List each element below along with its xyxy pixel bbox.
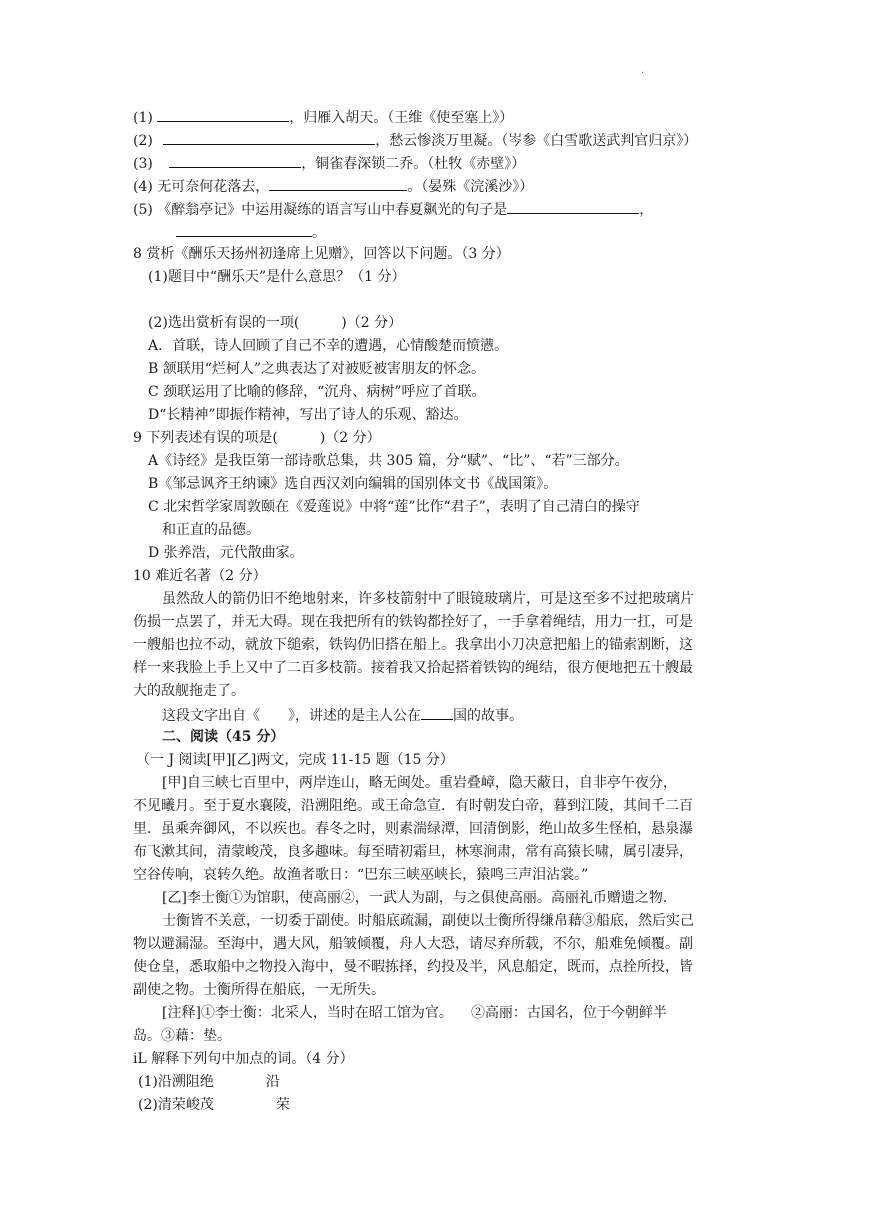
q5-comma: ， [639,202,654,218]
jia-text-line: 布飞漱其间，清蒙峻茂，良多趣味。每至晴初霜旦，林寒涧肃，常有高猿长啸，属引凄异， [133,844,693,860]
q8-sub2: (2)选出赏析有误的一项( )（2 分） [148,315,403,331]
q10-passage-line: 大的敌舰拖走了。 [133,683,245,699]
annotation-line [162,1003,667,1023]
jia-text-line: 里．虽乘奔御风，不以疾也。春冬之时，则素湍绿潭，回清倒影，绝山故多生怪柏，悬泉瀑 [133,821,693,837]
q3-answer-blank[interactable] [169,152,301,168]
yi-text-line: [乙]李士衡①为馆职，使高丽②，一武人为副，与之俱使高丽。高丽礼币赠遗之物． [162,890,677,906]
q10-passage-line: 样一来我脸上手上又中了二百多枝箭。接着我又拾起搭着铁钩的绳结，很方便地把五十艘最 [133,660,693,676]
fill-in-q3 [133,152,525,174]
section2-intro: （一 J 阅读[甲][乙]两文，完成 11-15 题（15 分） [136,752,454,768]
q11-item-2-phrase: (2)清荣峻茂 [138,1097,214,1113]
q11-item-2-word: 荣 [275,1097,290,1113]
q5-prefix: 《醉翁亭记》中运用凝练的语言写山中春夏飙光的句子是 [157,202,508,218]
q10-ask-b: 国的故事。 [453,708,523,724]
q8-stem: 8 赏析《酬乐天扬州初逢席上见赠》，回答以下问题。（3 分） [133,246,510,262]
yi-text-line: 使仓皇，悉取船中之物投入海中，曼不暇拣择，约投及半，风息船定，既而，点拴所投，皆 [133,959,693,975]
fill-in-q2 [133,129,697,151]
q11-item-1 [138,1072,280,1092]
q9-option-b: B《邹忌讽齐王纳谏》选自西汉刘向编辑的国别体文书《战国策》。 [148,476,558,492]
yi-text-line: 物以避漏湿。至海中，遇大风，船皱倾覆，舟人大恐，请尽弃所载，不尔，船难免倾覆。副 [133,936,693,952]
q10-passage-line: 一艘船也拉不动，就放下缒索，铁钩仍旧搭在船上。我拿出小刀决意把船上的锚索割断，这 [133,637,693,653]
q10-ask-a: 这段文字出自《 》，讲述的是主人公在 [162,708,421,724]
q10-passage-line: 虽然敌人的箭仍旧不绝地射来，许多枝箭射中了眼镜玻璃片，可是这至多不过把玻璃片 [162,591,694,607]
q9-option-c-cont: 和正直的品德。 [162,522,260,538]
q11-stem: iL 解释下列句中加点的词。（4 分） [133,1051,354,1067]
q11-item-1-word: 沿 [265,1074,280,1090]
jia-text-line: 空谷传响，哀转久绝。故渔者歌日：“巴东三峡巫峡长，猿鸣三声泪沾裳。” [133,867,589,883]
fill-in-q5 [133,198,653,220]
q5-number: (5) [133,202,153,218]
annotation-line-2: 岛。③藉：垫。 [133,1028,231,1044]
q4-number: (4) [133,179,153,195]
q8-option-c: C 颈联运用了比喻的修辞，“沉舟、病树”呼应了首联。 [148,384,486,400]
q10-country-blank[interactable] [421,704,453,720]
yi-text-line: 士衡皆不关意，一切委于副使。时船底疏漏，副使以士衡所得缣帛藉③船底，然后实己 [162,913,694,929]
page-mark: · [641,68,645,79]
q8-option-b: B 颔联用“烂柯人”之典表达了对被贬被害朋友的怀念。 [148,361,486,377]
q4-text: 。（晏殊《浣溪沙》） [407,179,534,195]
q4-answer-blank[interactable] [269,175,407,191]
jia-text-line: [甲]自三峡七百里中，两岸连山，略无闽处。重岩叠嶂，隐天蔽日，自非亭午夜分， [162,775,677,791]
q5-answer-blank-2[interactable] [176,221,312,237]
q10-passage-line: 伤损一点罢了，并无大碍。现在我把所有的铁钩都拴好了，一手拿着绳结，用力一扛，可是 [133,614,693,630]
q8-sub1: (1)题目中“酬乐天”是什么意思？（1 分） [148,269,406,285]
q8-option-a: A．首联，诗人回顾了自己不幸的遭遇，心情酸楚而愤懑。 [148,338,509,354]
q5-answer-blank-1[interactable] [507,198,639,214]
fill-in-q4 [133,175,533,197]
q2-text: ，愁云惨淡万里凝。（岑参《白雪歌送武判官归京》） [375,133,698,149]
jia-text-line: 不见曦月。至于夏水襄陵，沿溯阻绝。或王命急宣．有时朝发白帝，暮到江陵，其间千二百 [133,798,693,814]
q2-number: (2) [133,133,153,149]
fill-in-q1 [133,106,513,128]
section2-title: 二、阅读（45 分） [162,729,285,745]
q11-item-1-phrase: (1)沿溯阻绝 [138,1074,214,1090]
q11-item-2 [138,1095,290,1115]
annotation-part-a: [注释]①李士衡：北采人，当时在昭工馆为官。 [162,1005,453,1021]
yi-text-line: 副使之物。士衡所得在船底，一无所失。 [133,982,385,998]
q5-end: 。 [312,225,326,241]
q10-question [162,704,523,726]
q1-answer-blank[interactable] [157,106,289,122]
q3-text: ，铜雀春深锁二乔。（杜牧《赤壁》） [301,156,526,172]
q2-answer-blank[interactable] [163,129,375,145]
fill-in-q5-line2 [176,221,326,243]
q9-stem: 9 下列表述有误的项是( )（2 分） [133,430,381,446]
q8-option-d: D“长精神”即振作精神，写出了诗人的乐观、豁达。 [148,407,468,423]
q3-number: (3) [133,156,153,172]
q9-option-c: C 北宋哲学家周敦颐在《爱莲说》中将“莲”比作“君子”，表明了自己清白的操守 [148,499,640,515]
q1-text: ，归雁入胡天。（王维《使至塞上》） [289,110,514,126]
q9-option-d: D 张养浩，元代散曲家。 [148,545,304,561]
q4-prefix: 无可奈何花落去， [157,179,270,195]
annotation-part-b: ②高丽：古国名，位于今朝鲜半 [470,1005,667,1021]
q1-number: (1) [133,110,153,126]
q9-option-a: A《诗经》是我臣第一部诗歌总集，共 305 篇，分“赋”、“比”、“若”三部分。 [148,453,629,469]
q10-stem: 10 难近名著（2 分） [133,568,267,584]
